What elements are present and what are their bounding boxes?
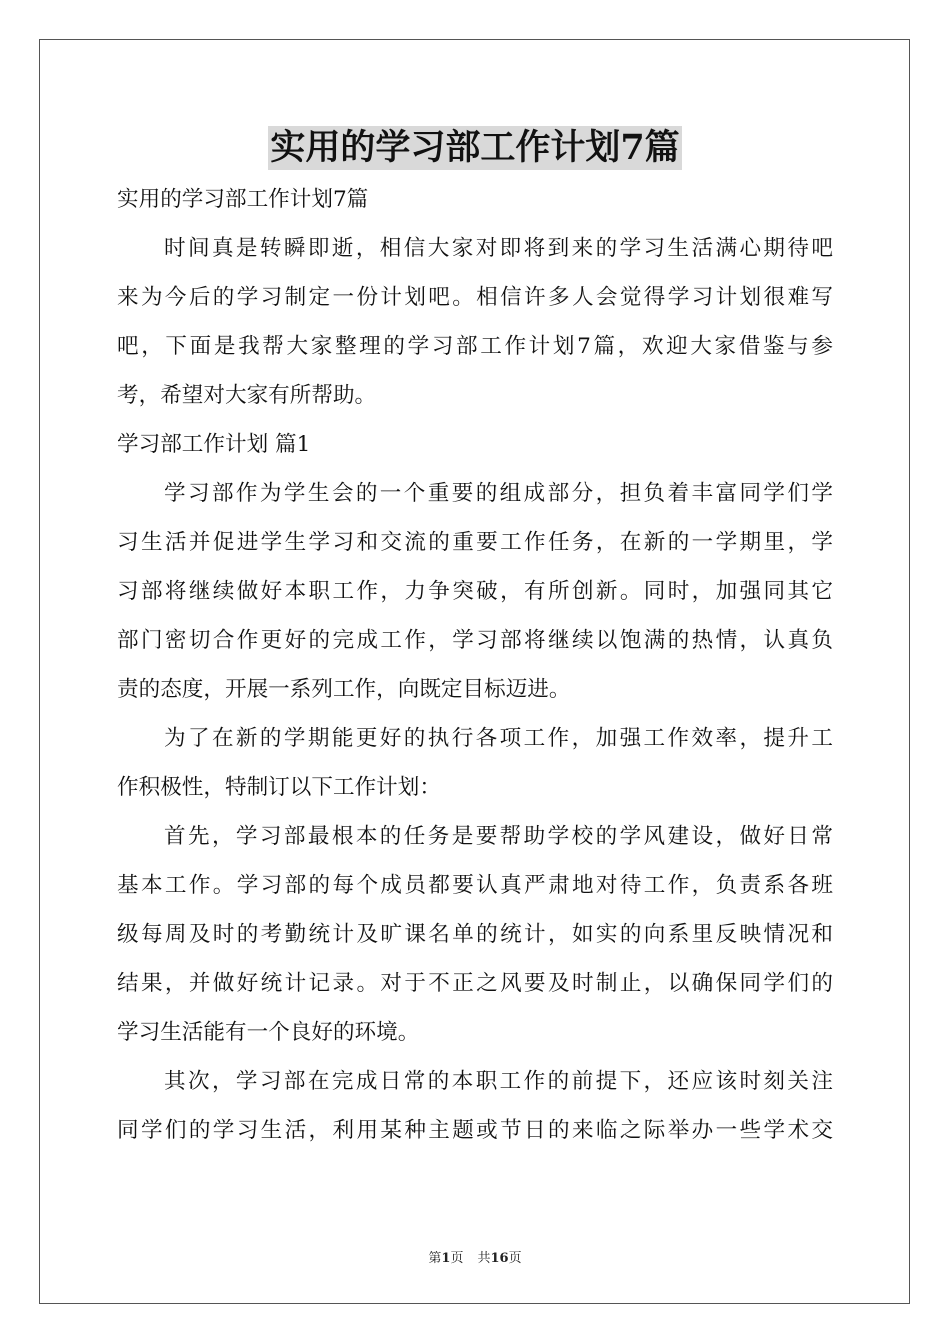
footer-total-pages: 16 <box>490 1251 509 1266</box>
text-line: 基本工作。学习部的每个成员都要认真严肃地对待工作，负责系各班 <box>117 873 833 898</box>
text-line: 其次，学习部在完成日常的本职工作的前提下，还应该时刻关注 <box>164 1069 833 1094</box>
document-body <box>117 175 833 1155</box>
text-line: 时间真是转瞬即逝，相信大家对即将到来的学习生活满心期待吧 <box>164 236 833 261</box>
text-line: 学习部作为学生会的一个重要的组成部分，担负着丰富同学们学 <box>164 481 833 506</box>
footer-page-prefix: 第 <box>428 1251 442 1266</box>
text-line: 作积极性，特制订以下工作计划： <box>117 775 441 800</box>
text-line: 学习生活能有一个良好的环境。 <box>117 1020 420 1045</box>
footer-total-suffix: 页 <box>508 1251 522 1266</box>
text-line: 为了在新的学期能更好的执行各项工作，加强工作效率，提升工 <box>164 726 833 751</box>
text-line: 习生活并促进学生学习和交流的重要工作任务，在新的一学期里，学 <box>117 530 833 555</box>
page-footer <box>0 1247 950 1266</box>
text-line: 吧，下面是我帮大家整理的学习部工作计划7篇，欢迎大家借鉴与参 <box>117 334 833 359</box>
text-line: 部门密切合作更好的完成工作，学习部将继续以饱满的热情，认真负 <box>117 628 833 653</box>
document-title <box>0 126 950 170</box>
footer-total-prefix: 共 <box>477 1251 491 1266</box>
document-title-text: 实用的学习部工作计划7篇 <box>270 127 680 168</box>
footer-page-suffix: 页 <box>450 1251 464 1266</box>
text-line: 考，希望对大家有所帮助。 <box>117 383 377 408</box>
footer-page-number: 1 <box>441 1251 451 1266</box>
text-line: 实用的学习部工作计划7篇 <box>117 187 369 212</box>
text-line: 责的态度，开展一系列工作，向既定目标迈进。 <box>117 677 571 702</box>
text-line: 结果，并做好统计记录。对于不正之风要及时制止，以确保同学们的 <box>117 971 833 996</box>
text-line: 首先，学习部最根本的任务是要帮助学校的学风建设，做好日常 <box>164 824 833 849</box>
text-line: 级每周及时的考勤统计及旷课名单的统计，如实的向系里反映情况和 <box>117 922 833 947</box>
text-line: 来为今后的学习制定一份计划吧。相信许多人会觉得学习计划很难写 <box>117 285 833 310</box>
text-line: 学习部工作计划 篇1 <box>117 432 311 457</box>
text-line: 同学们的学习生活，利用某种主题或节日的来临之际举办一些学术交 <box>117 1118 833 1143</box>
text-line: 习部将继续做好本职工作，力争突破，有所创新。同时，加强同其它 <box>117 579 833 604</box>
